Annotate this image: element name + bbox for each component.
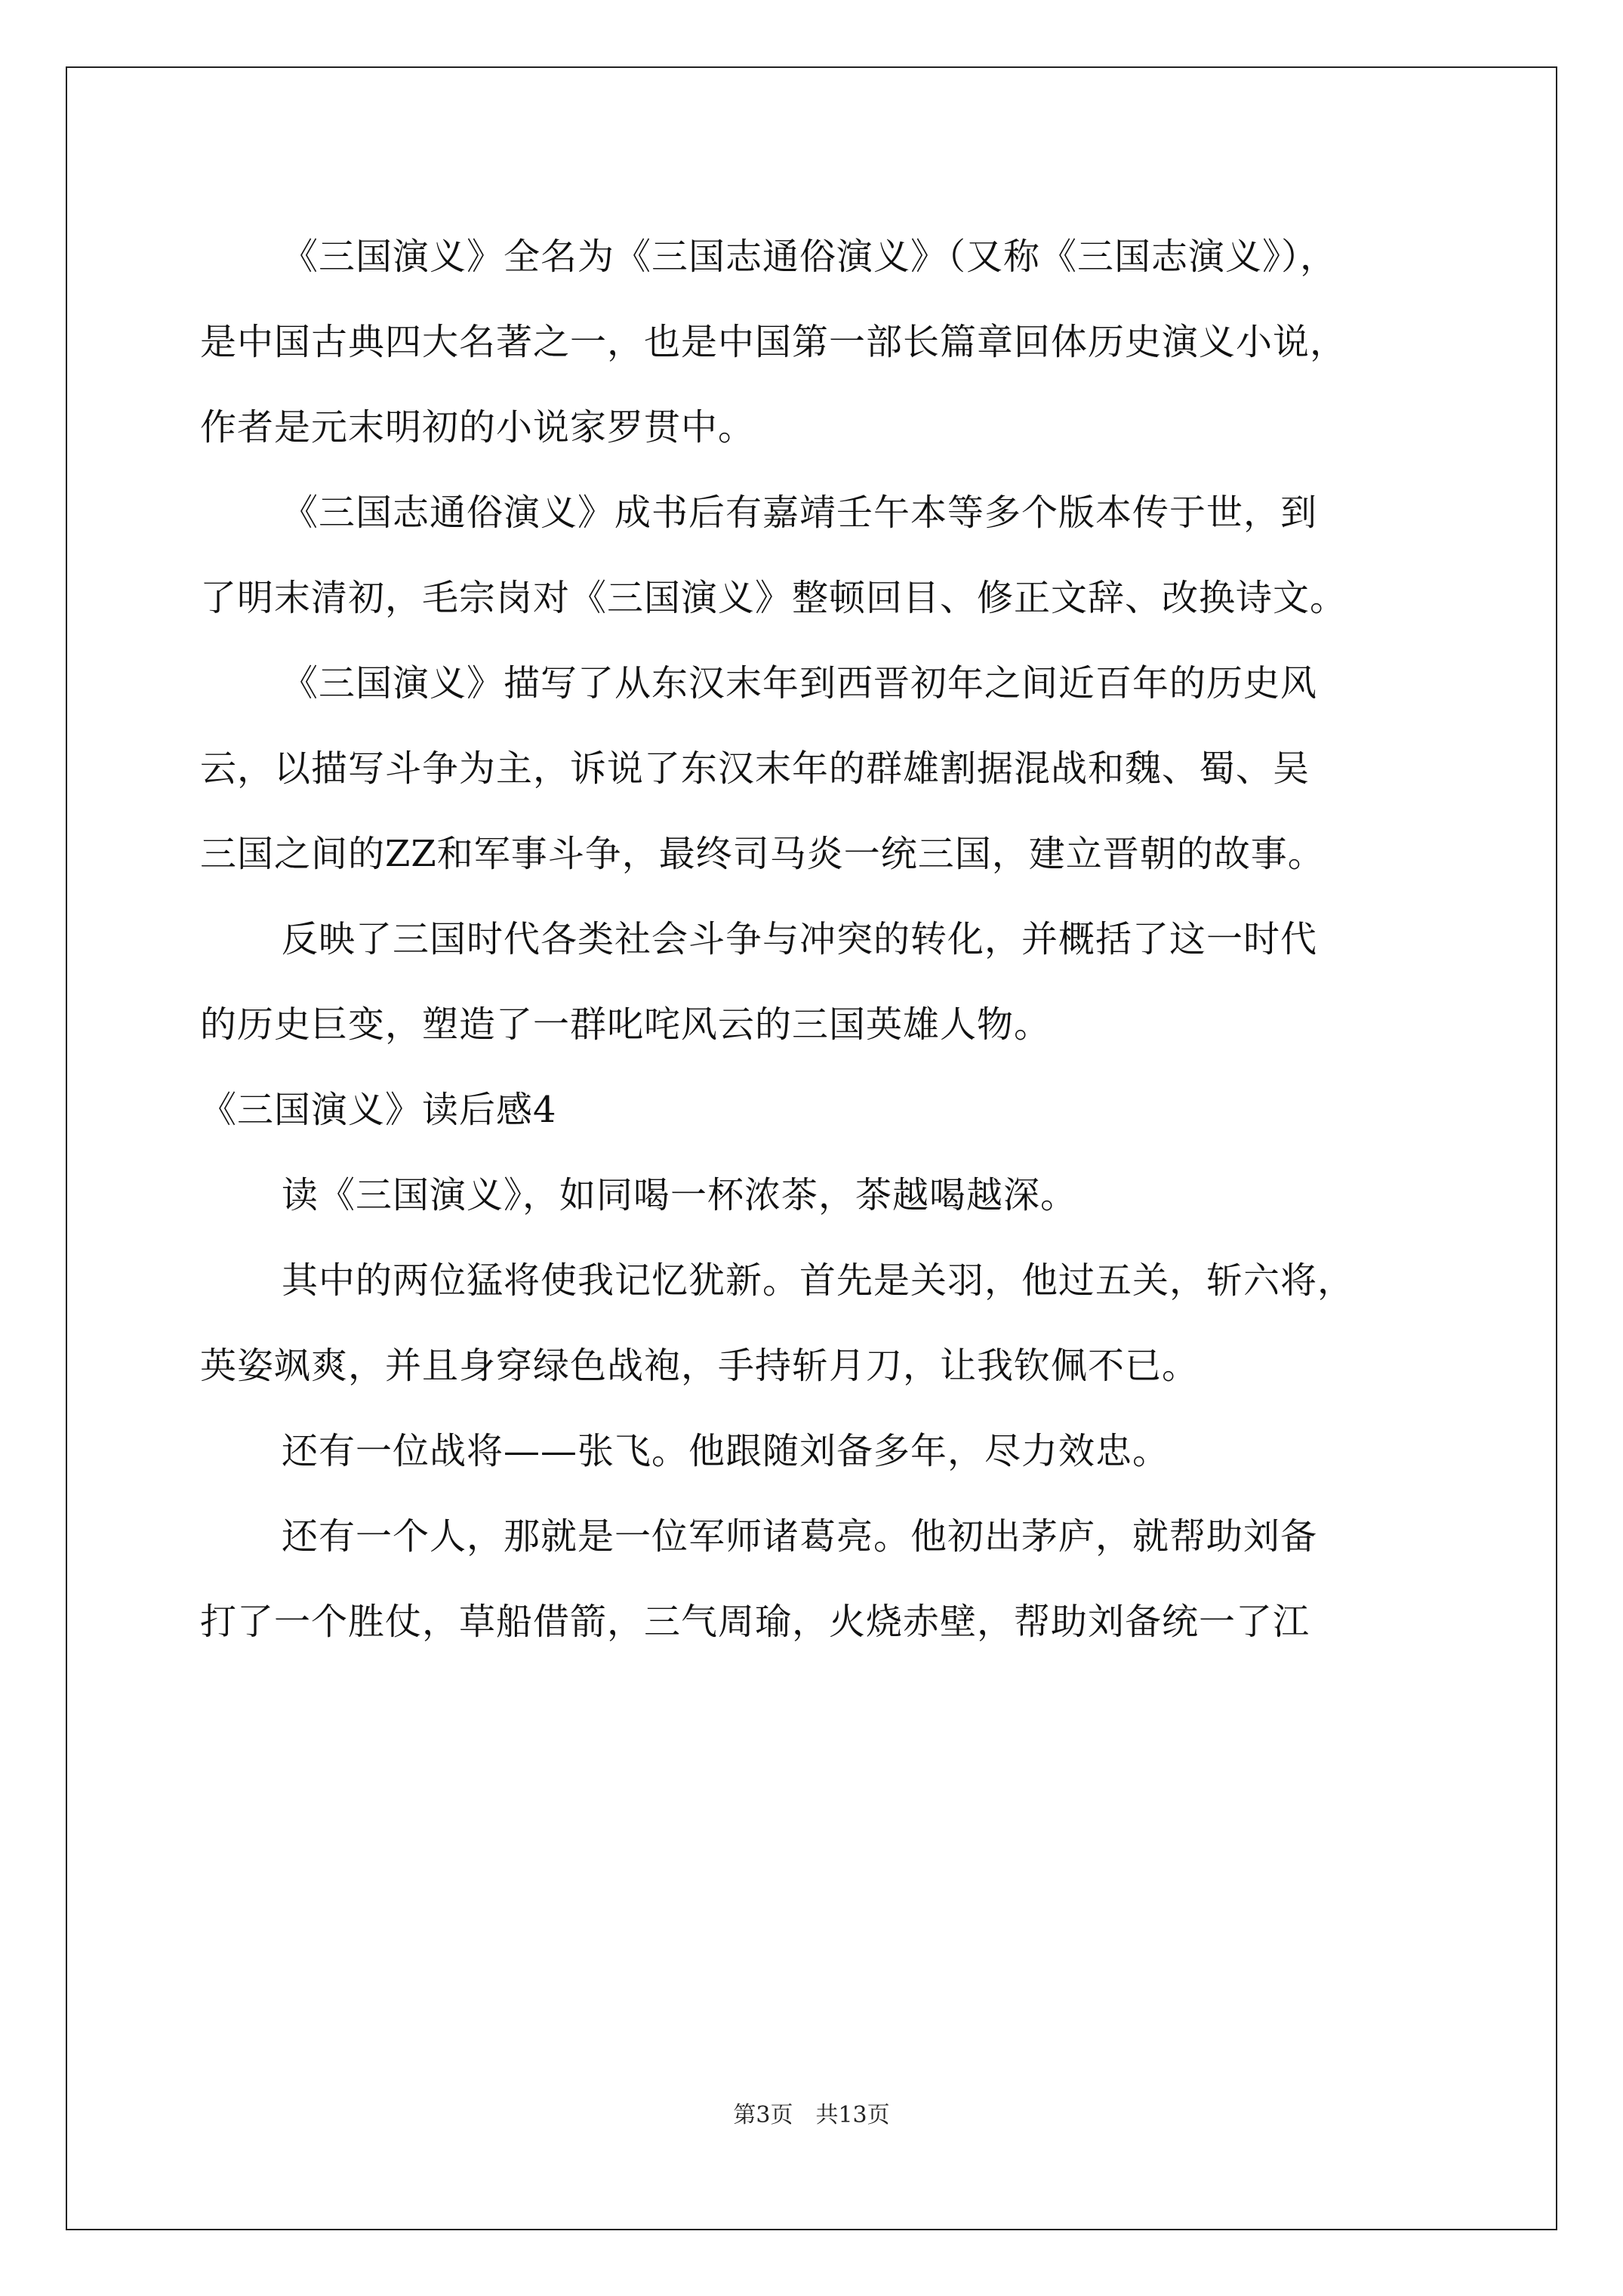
paragraph-line: 还有一个人，那就是一位军师诸葛亮。他初出茅庐，就帮助刘备 <box>282 1515 1318 1558</box>
paragraph-line: 是中国古典四大名著之一，也是中国第一部长篇章回体历史演义小说， <box>200 321 1347 363</box>
page-footer: 第3页 共13页 <box>733 2102 890 2128</box>
paragraph-line: 作者是元末明初的小说家罗贯中。 <box>200 406 756 448</box>
paragraph-line: 打了一个胜仗，草船借箭，三气周瑜，火烧赤壁，帮助刘备统一了江 <box>200 1601 1310 1643</box>
page-border <box>66 66 1557 2230</box>
paragraph-line: 其中的两位猛将使我记忆犹新。首先是关羽，他过五关，斩六将， <box>282 1259 1355 1302</box>
paragraph-line: 《三国志通俗演义》成书后有嘉靖壬午本等多个版本传于世，到 <box>282 492 1318 534</box>
paragraph-line: 反映了三国时代各类社会斗争与冲突的转化，并概括了这一时代 <box>282 918 1318 960</box>
paragraph-line: 读《三国演义》，如同喝一杯浓茶，茶越喝越深。 <box>282 1174 1078 1216</box>
paragraph-line: 云，以描写斗争为主，诉说了东汉末年的群雄割据混战和魏、蜀、吴 <box>200 747 1310 790</box>
paragraph-line: 《三国演义》描写了从东汉末年到西晋初年之间近百年的历史风 <box>282 662 1318 704</box>
paragraph-line: 的历史巨变，塑造了一群叱咤风云的三国英雄人物。 <box>200 1003 1052 1046</box>
paragraph-line: 还有一位战将——张飞。他跟随刘备多年，尽力效忠。 <box>282 1430 1170 1472</box>
paragraph-line: 英姿飒爽，并且身穿绿色战袍，手持斩月刀，让我钦佩不已。 <box>200 1345 1200 1387</box>
paragraph-line: 了明末清初，毛宗岗对《三国演义》整顿回目、修正文辞、改换诗文。 <box>200 577 1347 619</box>
paragraph-line: 《三国演义》全名为《三国志通俗演义》（又称《三国志演义》）， <box>282 236 1338 278</box>
paragraph-line: 三国之间的ZZ和军事斗争，最终司马炎一统三国，建立晋朝的故事。 <box>200 833 1325 875</box>
section-heading: 《三国演义》读后感4 <box>200 1089 557 1131</box>
